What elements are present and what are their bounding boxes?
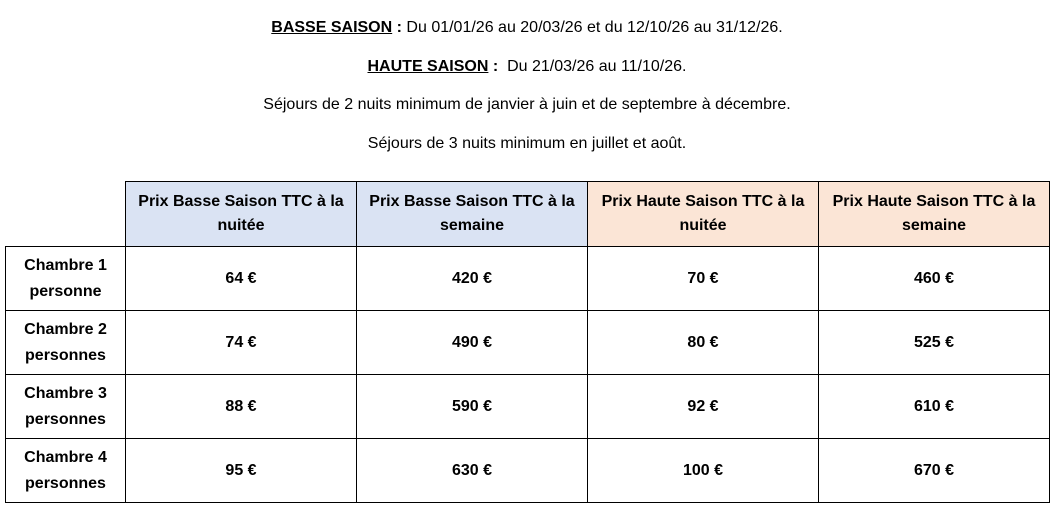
basse-saison-line: [0, 18, 1054, 38]
price-cell: 80 €: [588, 311, 819, 375]
basse-saison-label: BASSE SAISON: [271, 19, 393, 36]
price-cell: 420 €: [357, 247, 588, 311]
price-cell: 74 €: [126, 311, 357, 375]
header-haute-nuitee: Prix Haute Saison TTC à la nuitée: [588, 182, 819, 247]
table-row: [6, 247, 1050, 311]
row-label-chambre-4: Chambre 4 personnes: [6, 439, 126, 503]
table-row: [6, 375, 1050, 439]
price-cell: 95 €: [126, 439, 357, 503]
price-cell: 100 €: [588, 439, 819, 503]
header-basse-nuitee: Prix Basse Saison TTC à la nuitée: [126, 182, 357, 247]
row-label-chambre-1: Chambre 1 personne: [6, 247, 126, 311]
price-cell: 590 €: [357, 375, 588, 439]
price-cell: 490 €: [357, 311, 588, 375]
price-cell: 88 €: [126, 375, 357, 439]
row-label-chambre-2: Chambre 2 personnes: [6, 311, 126, 375]
price-table: [5, 181, 1050, 503]
haute-saison-dates: Du 21/03/26 au 11/10/26.: [498, 58, 687, 75]
table-header-row: [6, 182, 1050, 247]
price-cell: 92 €: [588, 375, 819, 439]
price-cell: 70 €: [588, 247, 819, 311]
price-cell: 460 €: [819, 247, 1050, 311]
min-nights-rule-2: Séjours de 3 nuits minimum en juillet et août.: [367, 135, 687, 152]
haute-saison-label: HAUTE SAISON: [367, 58, 489, 75]
table-corner-cell: [6, 182, 126, 247]
haute-saison-colon: :: [488, 58, 499, 75]
price-cell: 610 €: [819, 375, 1050, 439]
basse-saison-dates: Du 01/01/26 au 20/03/26 et du 12/10/26 au 31/12/26.: [401, 19, 783, 36]
price-cell: 630 €: [357, 439, 588, 503]
row-label-chambre-3: Chambre 3 personnes: [6, 375, 126, 439]
header-basse-semaine: Prix Basse Saison TTC à la semaine: [357, 182, 588, 247]
basse-saison-colon: :: [392, 19, 402, 36]
price-cell: 670 €: [819, 439, 1050, 503]
min-nights-rule-1: Séjours de 2 nuits minimum de janvier à juin et de septembre à décembre.: [263, 96, 791, 113]
table-row: [6, 439, 1050, 503]
header-haute-semaine: Prix Haute Saison TTC à la semaine: [819, 182, 1050, 247]
price-cell: 64 €: [126, 247, 357, 311]
price-cell: 525 €: [819, 311, 1050, 375]
table-row: [6, 311, 1050, 375]
haute-saison-line: [0, 57, 1054, 77]
